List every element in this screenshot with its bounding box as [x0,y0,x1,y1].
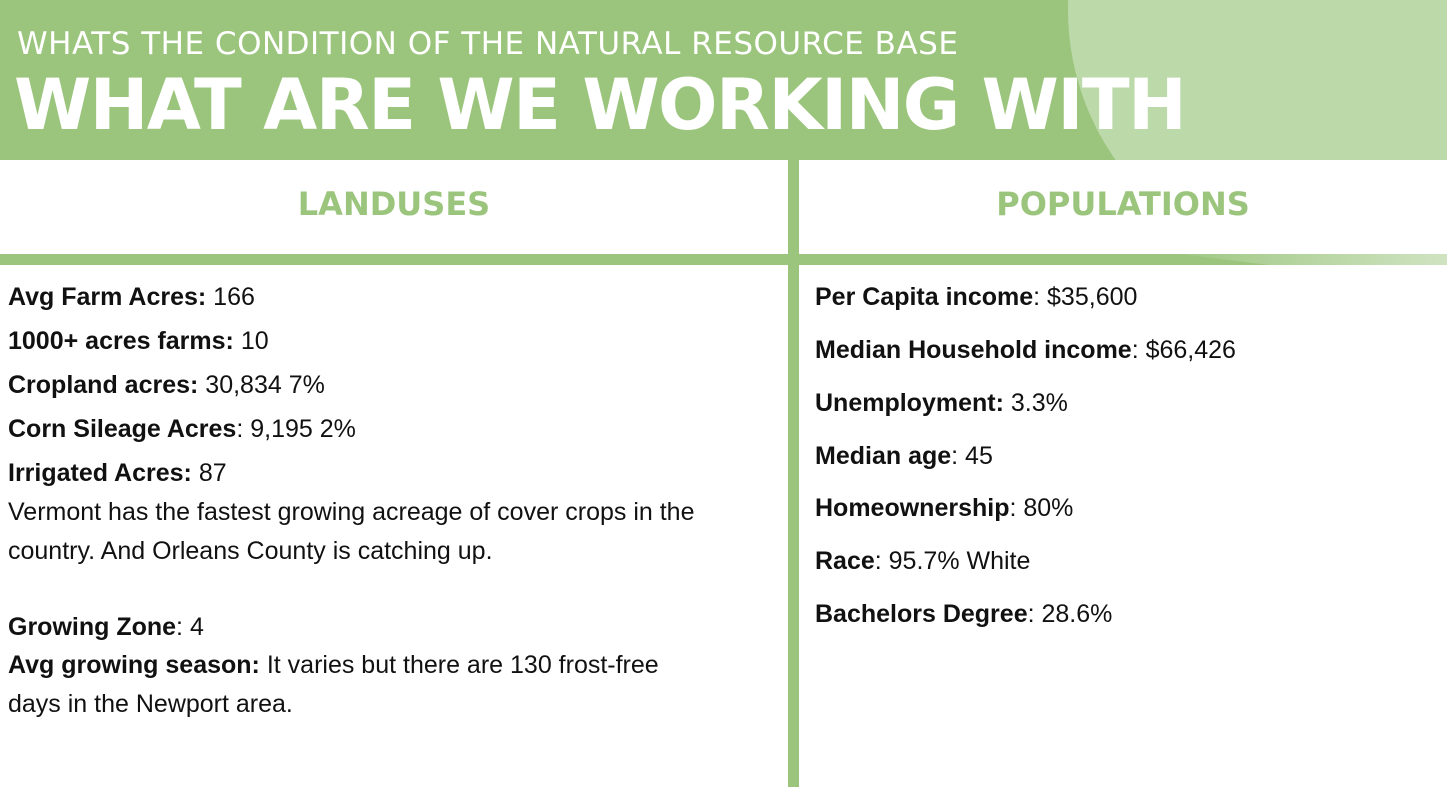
population-label: Median Household income [815,336,1132,364]
growing-zone [8,608,204,647]
growing-season-label: Avg growing season: [8,651,260,679]
population-label: Bachelors Degree [815,600,1028,628]
populations-heading: POPULATIONS [996,185,1250,223]
population-value: : 95.7% White [874,547,1031,575]
population-value: : $66,426 [1131,336,1236,364]
growing-season-continued: days in the Newport area. [8,690,293,718]
population-label: Homeownership [815,494,1010,522]
population-item [815,437,993,476]
landuses-heading: LANDUSES [297,185,491,223]
landuse-item [8,366,325,405]
landuse-value: 30,834 7% [198,371,325,399]
population-label: Per Capita income [815,283,1034,311]
population-label: Race [815,547,875,575]
population-value: 3.3% [1003,389,1068,417]
landuse-item [8,410,356,449]
population-value: : 28.6% [1027,600,1113,628]
population-item [815,278,1137,317]
landuse-label: 1000+ acres farms: [8,327,234,355]
population-value: : 45 [951,442,993,470]
header-kicker: WHATS THE CONDITION OF THE NATURAL RESOURCE BASE [17,26,959,62]
landuse-item [8,278,255,317]
growing-season-value: It varies but there are 130 frost-free [259,651,659,679]
landuse-label: Irrigated Acres: [8,459,192,487]
population-item [815,384,1068,423]
cover-crop-note-line: Vermont has the fastest growing acreage of cover crops in the [8,498,695,526]
population-value: : 80% [1009,494,1074,522]
population-item [815,542,1030,581]
population-item [815,595,1112,634]
population-item [815,331,1236,370]
landuse-value: 10 [233,327,269,355]
landuse-value: 166 [206,283,255,311]
growing-zone-value: : 4 [176,613,204,641]
landuse-label: Avg Farm Acres: [8,283,207,311]
landuse-item [8,322,269,361]
population-label: Median age [815,442,952,470]
header-banner [0,0,1447,160]
landuse-label: Cropland acres: [8,371,199,399]
landuse-label: Corn Sileage Acres [8,415,237,443]
landuse-value: 87 [191,459,227,487]
page-title: WHAT ARE WE WORKING WITH [14,64,1186,146]
landuse-value: : 9,195 2% [236,415,356,443]
growing-zone-label: Growing Zone [8,613,177,641]
population-label: Unemployment: [815,389,1004,417]
population-value: : $35,600 [1033,283,1138,311]
landuse-item [8,454,227,493]
cover-crop-note-line: country. And Orleans County is catching up. [8,537,493,565]
population-item [815,489,1073,528]
growing-season [8,646,659,685]
